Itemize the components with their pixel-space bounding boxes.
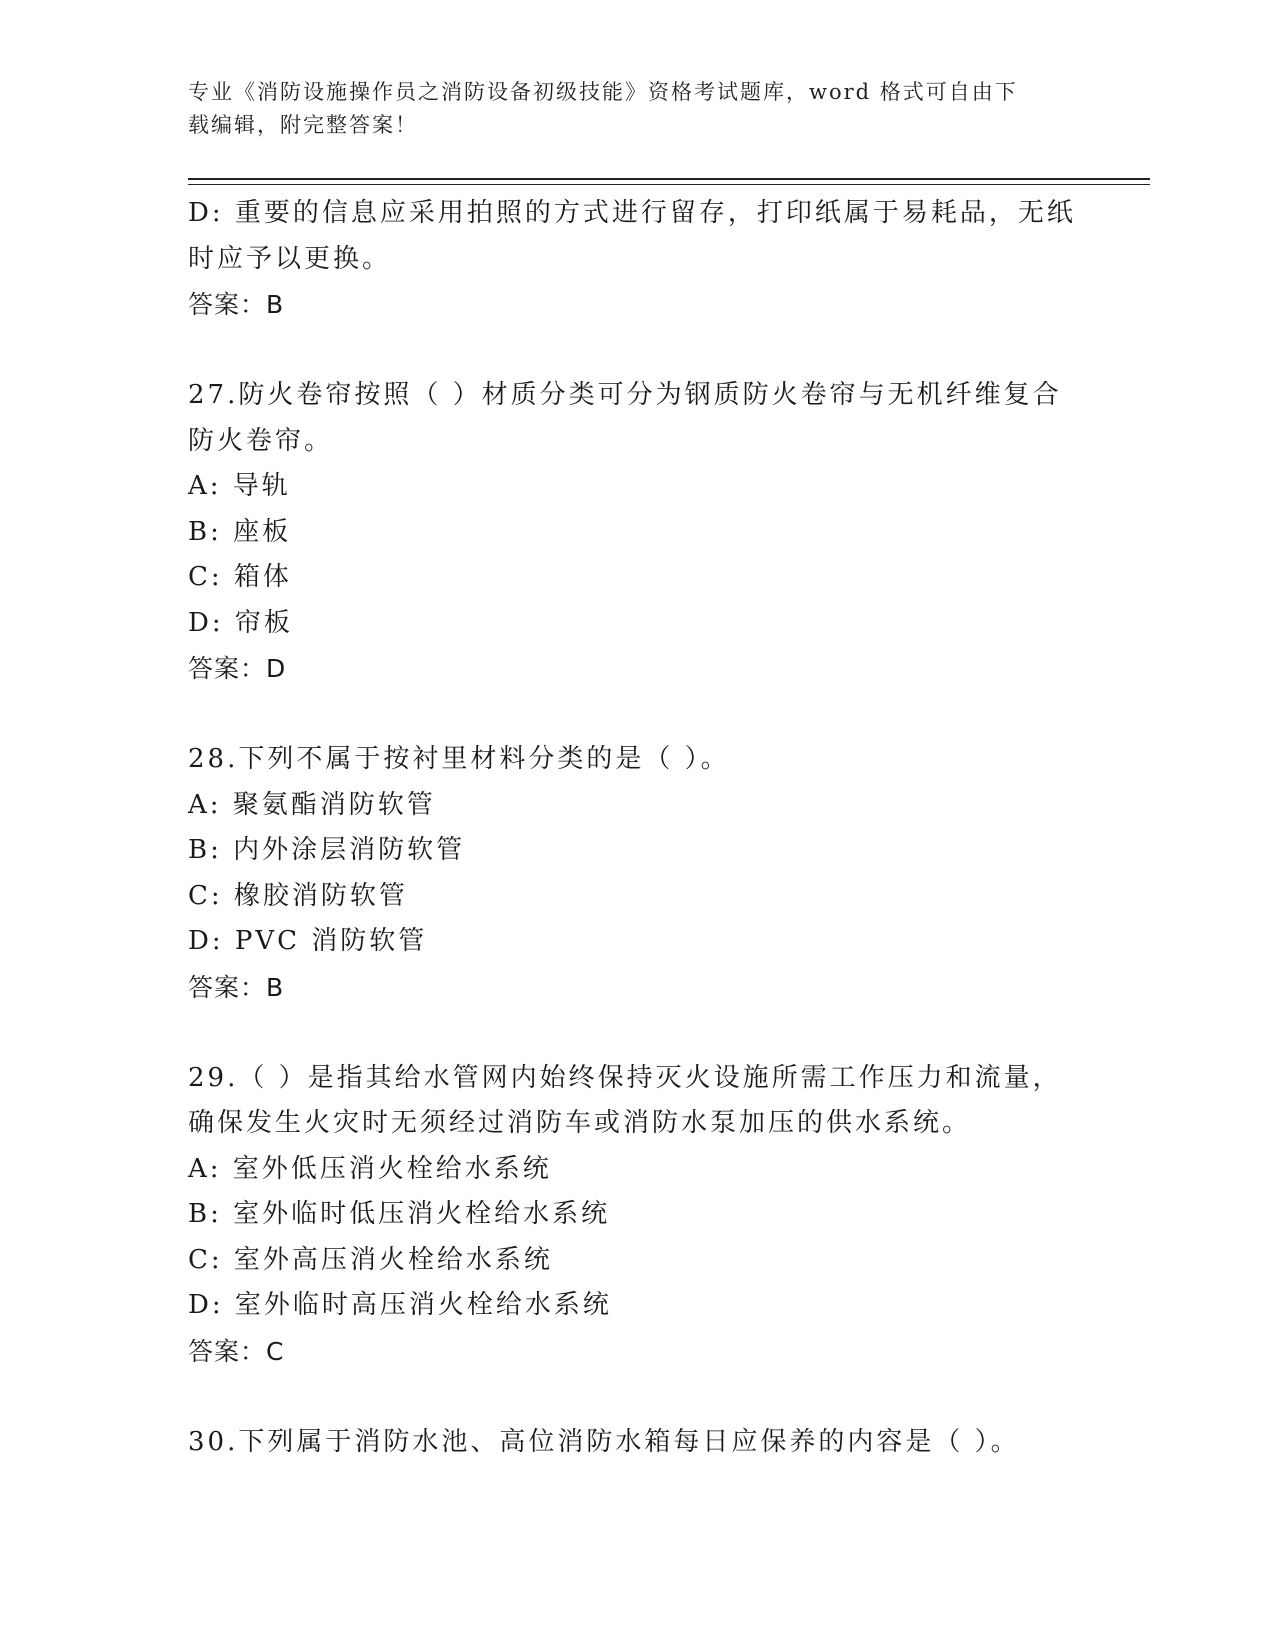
option-d-continued: 时应予以更换。 — [188, 243, 392, 274]
answer: 答案：B — [188, 972, 285, 1002]
option-b: B: 座板 — [188, 516, 292, 547]
question-26-tail — [188, 191, 1088, 328]
option-a: A: 导轨 — [188, 471, 291, 501]
question-27 — [188, 373, 1088, 692]
question-28 — [188, 737, 1088, 1010]
question-stem: 27.防火卷帘按照（ ）材质分类可分为钢质防火卷帘与无机纤维复合 — [188, 380, 1062, 410]
question-stem-continued: 防火卷帘。 — [188, 425, 334, 456]
page-header — [188, 76, 1088, 142]
answer: 答案：C — [188, 1336, 285, 1366]
option-c: C: 箱体 — [188, 562, 292, 592]
answer: 答案：D — [188, 654, 287, 683]
option-c: C: 室外高压消火栓给水系统 — [188, 1244, 553, 1275]
option-a: A: 聚氨酯消防软管 — [188, 789, 436, 820]
option-d: D: 重要的信息应采用拍照的方式进行留存，打印纸属于易耗品，无纸 — [188, 198, 1076, 228]
option-b: B: 内外涂层消防软管 — [188, 835, 466, 865]
question-stem-continued: 确保发生火灾时无须经过消防车或消防水泵加压的供水系统。 — [188, 1108, 972, 1138]
option-a: A: 室外低压消火栓给水系统 — [188, 1153, 552, 1184]
option-d: D: 室外临时高压消火栓给水系统 — [188, 1290, 612, 1320]
question-stem: 29.（ ）是指其给水管网内始终保持灭火设施所需工作压力和流量， — [188, 1062, 1062, 1093]
question-content — [188, 191, 1088, 1465]
question-stem: 30.下列属于消防水池、高位消防水箱每日应保养的内容是（ ）。 — [188, 1426, 1020, 1457]
option-d: D: PVC 消防软管 — [188, 926, 428, 956]
header-line-2: 载编辑，附完整答案！ — [188, 113, 418, 137]
option-d: D: 帘板 — [188, 607, 293, 638]
header-rule-thick — [188, 178, 1150, 180]
question-29 — [188, 1056, 1088, 1375]
header-rule-thin — [188, 184, 1150, 185]
question-30 — [188, 1420, 1088, 1466]
option-b: B: 室外临时低压消火栓给水系统 — [188, 1199, 611, 1229]
answer: 答案：B — [188, 290, 285, 319]
option-c: C: 橡胶消防软管 — [188, 880, 408, 911]
question-stem: 28.下列不属于按衬里材料分类的是（ ）。 — [188, 744, 730, 774]
header-line-1: 专业《消防设施操作员之消防设备初级技能》资格考试题库，word 格式可自由下 — [188, 80, 1018, 104]
